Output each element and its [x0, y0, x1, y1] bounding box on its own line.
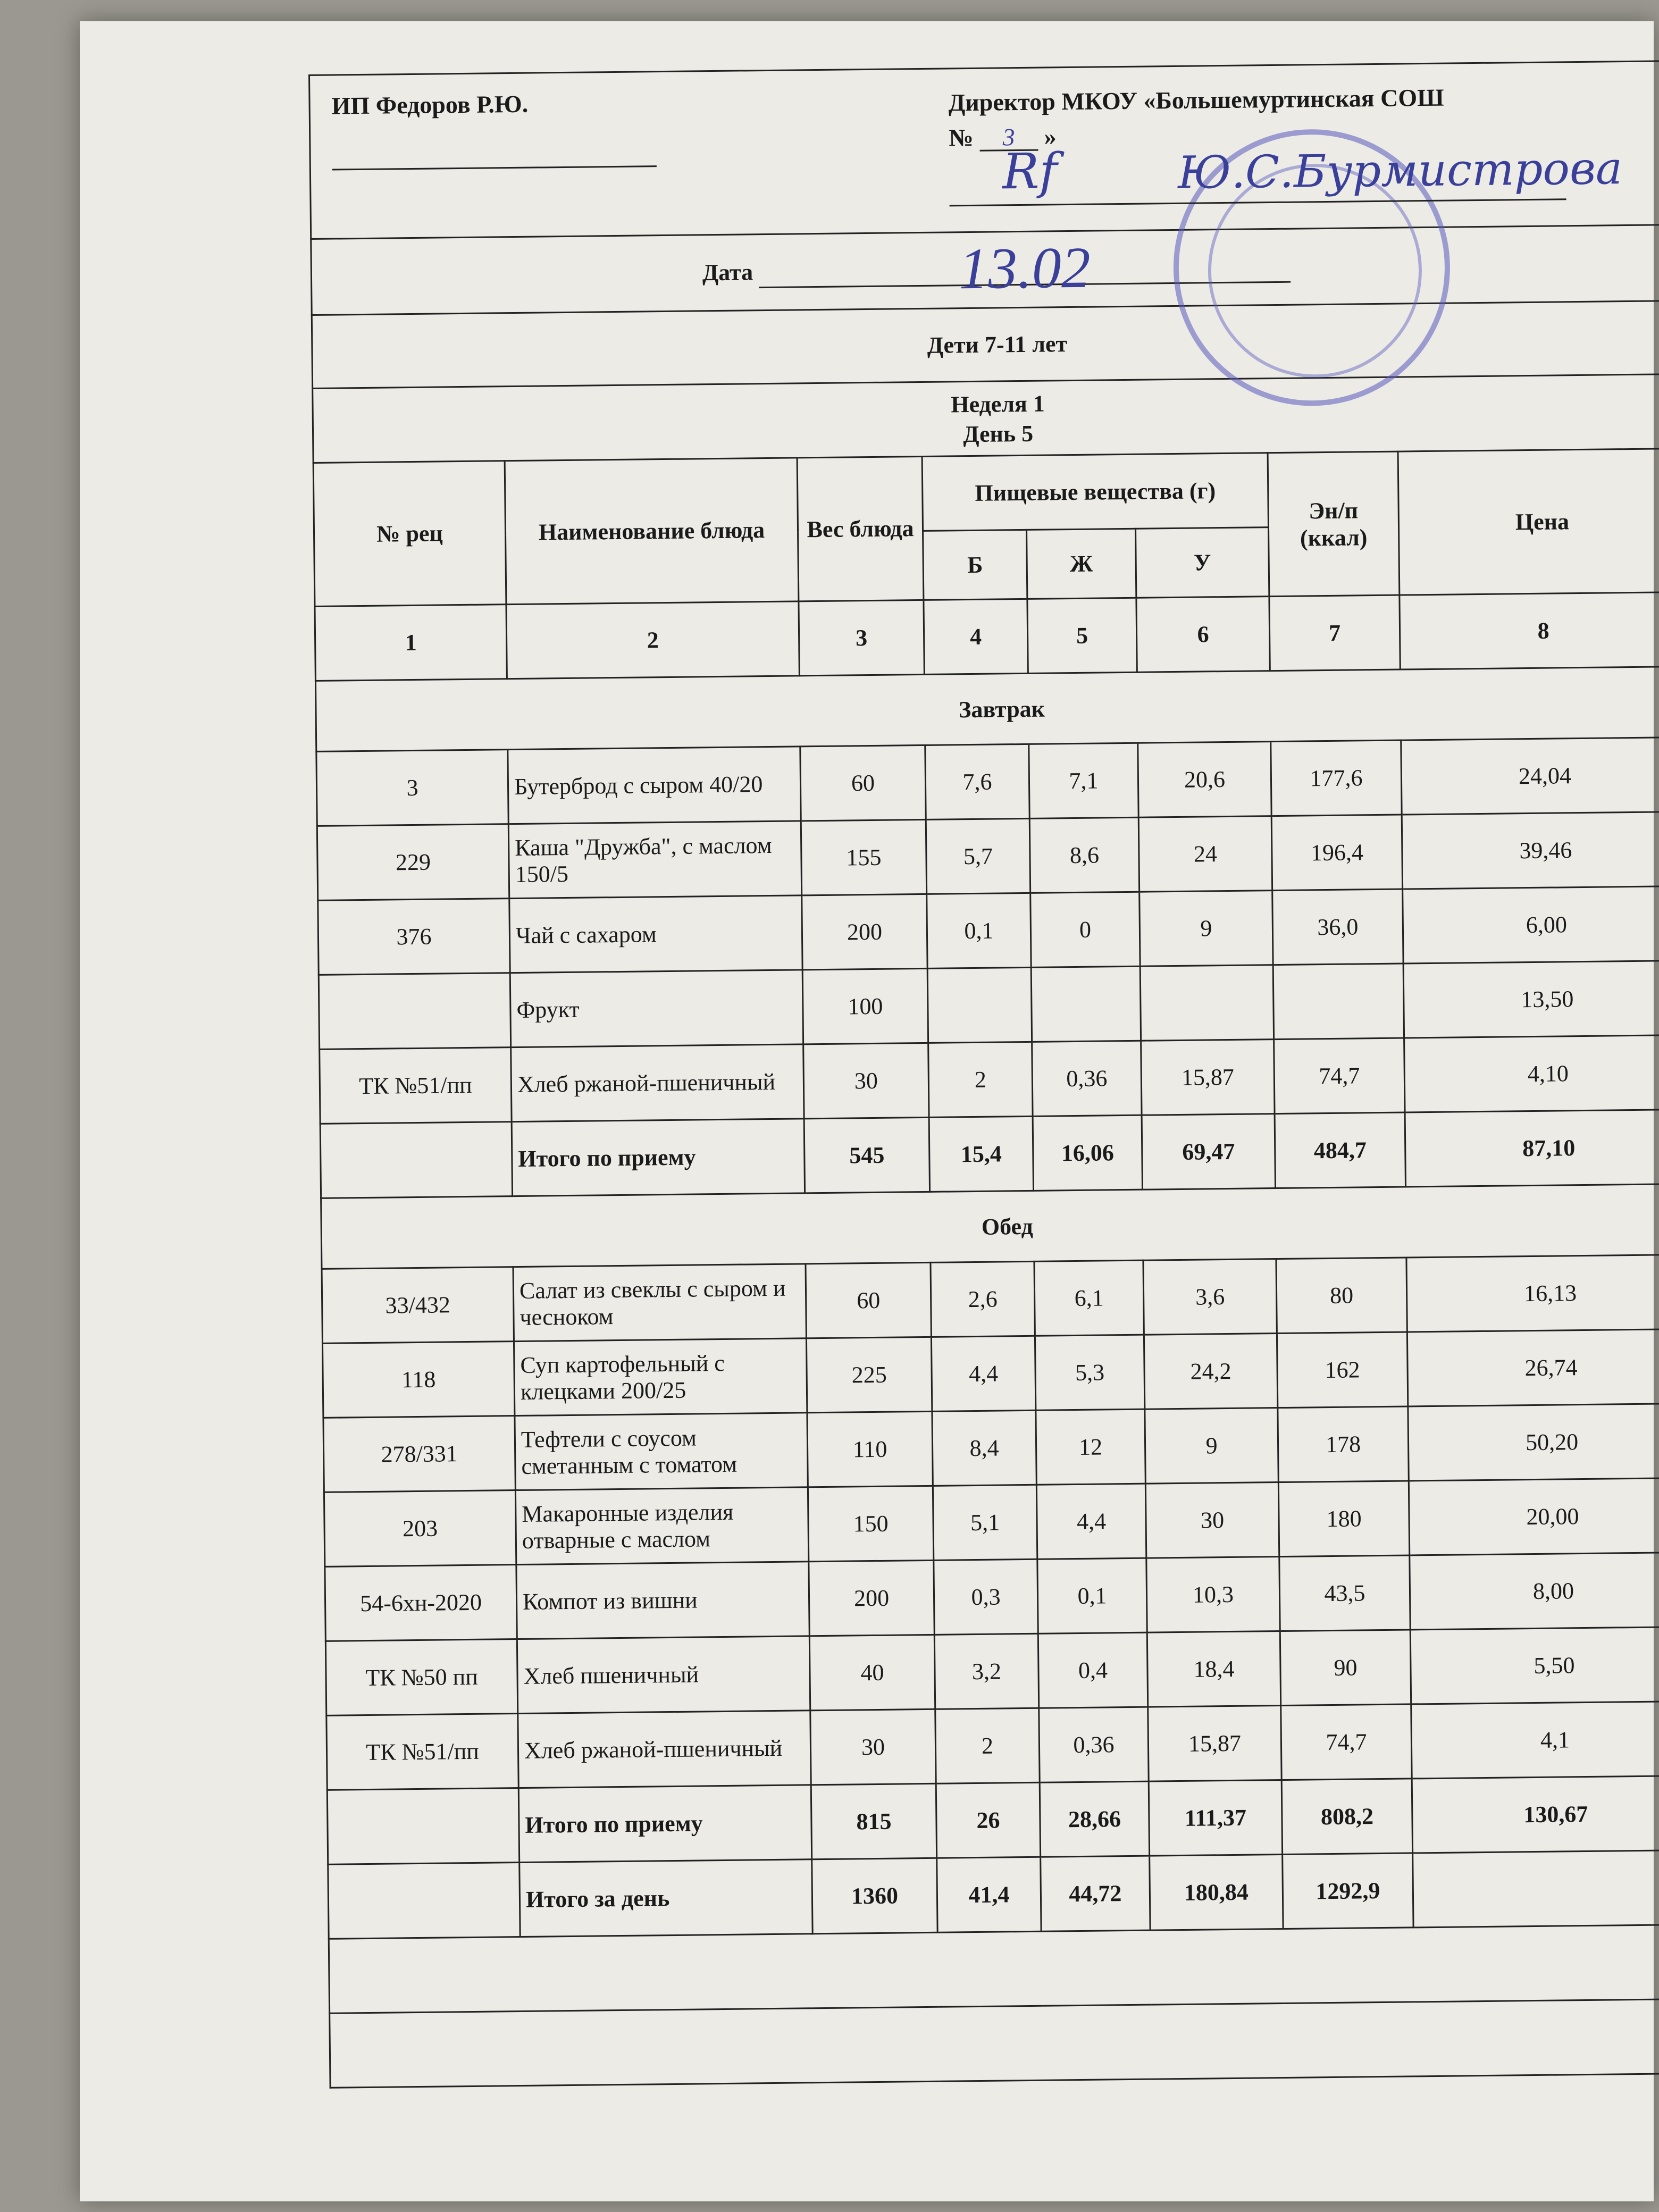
table-row	[324, 1478, 1659, 1566]
cell-energy: 180	[1278, 1481, 1409, 1557]
cell-rec: ТК №50 пп	[325, 1639, 517, 1716]
cell-name: Суп картофельный с клецками 200/25	[514, 1338, 807, 1416]
section-lunch: Обед	[321, 1184, 1659, 1269]
cell-rec: ТК №51/пп	[320, 1048, 512, 1124]
cell-energy: 177,6	[1271, 740, 1402, 816]
age-group: Дети 7-11 лет	[311, 300, 1659, 388]
cell-energy: 74,7	[1281, 1704, 1412, 1780]
col-number: 6	[1136, 597, 1270, 673]
breakfast-rows	[316, 737, 1659, 1124]
total-price: 130,67	[1412, 1775, 1659, 1853]
col-nutrients: Пищевые вещества (г)	[922, 453, 1268, 531]
cell-energy: 162	[1277, 1332, 1407, 1408]
lunch-total-row	[327, 1775, 1659, 1864]
cell-rec	[319, 973, 510, 1050]
cell-weight: 40	[809, 1635, 935, 1710]
day-total-b: 41,4	[937, 1857, 1041, 1932]
cell-weight: 30	[803, 1043, 929, 1118]
cell-energy: 74,7	[1274, 1038, 1405, 1114]
table-row	[323, 1403, 1659, 1492]
cell-price: 13,50	[1403, 960, 1659, 1038]
col-number: 7	[1269, 595, 1400, 671]
cell-rec: 203	[324, 1490, 516, 1567]
cell-zh: 8,6	[1029, 817, 1139, 893]
date-row	[310, 224, 1659, 314]
cell-zh	[1031, 966, 1141, 1042]
cell-b: 8,4	[932, 1410, 1036, 1486]
cell-price: 4,1	[1411, 1701, 1659, 1779]
cell-name: Бутерброд с сыром 40/20	[508, 747, 801, 824]
day-total-row	[328, 1850, 1659, 1939]
cell-rec: 278/331	[323, 1416, 515, 1493]
cell-weight: 200	[809, 1560, 934, 1636]
table-row	[322, 1254, 1659, 1343]
total-weight: 815	[811, 1783, 936, 1859]
cell-price: 20,00	[1409, 1478, 1659, 1555]
supplier-signature-line	[332, 165, 657, 170]
cell-b: 2,6	[931, 1261, 1035, 1337]
table-row	[319, 960, 1659, 1049]
supplier-title: ИП Федоров Р.Ю.	[331, 90, 529, 120]
day-total-price	[1413, 1850, 1659, 1928]
cell-weight: 100	[802, 968, 928, 1044]
col-number: 4	[924, 599, 1028, 674]
approver-number-suffix: »	[1044, 123, 1057, 150]
cell-u: 24	[1138, 816, 1272, 892]
col-number: 5	[1027, 598, 1137, 673]
table-row	[316, 737, 1659, 826]
cell-rec: 229	[317, 824, 509, 901]
cell-price: 26,74	[1407, 1329, 1659, 1406]
cell-energy: 36,0	[1272, 889, 1403, 965]
col-weight: Вес блюда	[797, 456, 924, 601]
menu-document	[308, 60, 1659, 2089]
table-row	[317, 811, 1659, 900]
cell-weight: 60	[806, 1262, 931, 1338]
cell-energy: 43,5	[1279, 1555, 1410, 1631]
cell-b	[927, 967, 1032, 1043]
cell-rec: 3	[316, 750, 508, 826]
menu-table	[313, 448, 1659, 2089]
cell-energy: 178	[1278, 1406, 1409, 1482]
cell-price: 4,10	[1404, 1035, 1659, 1112]
cell-weight: 200	[802, 894, 927, 969]
cell-weight: 30	[810, 1709, 936, 1784]
table-row	[325, 1552, 1659, 1641]
total-zh: 16,06	[1033, 1115, 1142, 1191]
col-number: 1	[315, 605, 507, 681]
day-total-label: Итого за день	[520, 1859, 812, 1937]
cell-weight: 110	[807, 1411, 933, 1487]
cell-b: 4,4	[931, 1336, 1035, 1411]
cell-b: 5,1	[933, 1485, 1037, 1560]
cell-rec: 118	[322, 1342, 514, 1418]
col-b: Б	[923, 530, 1027, 600]
table-row	[325, 1627, 1659, 1715]
handwritten-signature-name: Ю.С.Бурмистрова	[1177, 142, 1623, 199]
cell-zh: 5,3	[1035, 1335, 1144, 1410]
header-block	[308, 60, 1659, 238]
cell-u: 30	[1145, 1482, 1279, 1559]
cell-u: 9	[1145, 1408, 1278, 1484]
cell-weight: 60	[800, 745, 926, 820]
cell-b: 7,6	[925, 744, 1029, 819]
cell-b: 0,3	[934, 1559, 1038, 1635]
cell-weight: 150	[808, 1486, 933, 1561]
cell-zh: 0,1	[1037, 1558, 1147, 1633]
cell-b: 2	[928, 1042, 1033, 1117]
date-value: 13.02	[759, 255, 1291, 288]
cell-b: 3,2	[934, 1633, 1038, 1709]
cell-weight: 225	[806, 1337, 932, 1412]
total-zh: 28,66	[1040, 1781, 1149, 1857]
col-rec: № рец	[313, 461, 506, 607]
table-row	[320, 1035, 1659, 1124]
cell-zh: 0,36	[1032, 1041, 1142, 1116]
table-row	[318, 886, 1659, 975]
cell-u	[1140, 965, 1273, 1041]
approver-title-line1: Директор МКОУ «Большемуртинская СОШ	[948, 83, 1444, 116]
paper-sheet	[80, 21, 1654, 2201]
cell-price: 16,13	[1406, 1254, 1659, 1332]
cell-b: 0,1	[927, 893, 1031, 968]
cell-b: 5,7	[926, 818, 1030, 894]
cell-rec: 376	[318, 899, 510, 975]
blank-row	[330, 1999, 1659, 2088]
cell-u: 15,87	[1148, 1706, 1281, 1782]
cell-price: 24,04	[1401, 737, 1659, 815]
cell-zh: 0,36	[1039, 1707, 1149, 1782]
total-energy: 808,2	[1281, 1779, 1412, 1855]
cell-name: Макаронные изделия отварные с маслом	[515, 1487, 808, 1565]
cell-u: 24,2	[1144, 1334, 1277, 1410]
table-row	[326, 1701, 1659, 1790]
total-energy: 484,7	[1275, 1112, 1405, 1188]
day-label: День 5	[962, 420, 1034, 448]
col-zh: Ж	[1027, 529, 1136, 599]
col-price: Цена	[1398, 448, 1659, 595]
total-b: 15,4	[929, 1116, 1033, 1192]
column-numbers-row	[315, 592, 1659, 681]
col-energy: Эн/п (ккал)	[1268, 451, 1400, 597]
cell-energy: 196,4	[1271, 815, 1402, 891]
total-u: 69,47	[1142, 1114, 1275, 1190]
cell-price: 5,50	[1410, 1627, 1659, 1704]
approver-number-prefix: №	[949, 123, 974, 152]
cell-zh: 7,1	[1029, 743, 1138, 818]
cell-energy: 80	[1276, 1258, 1407, 1334]
cell-u: 3,6	[1143, 1259, 1277, 1335]
blank-row	[329, 1924, 1659, 2013]
cell-rec: ТК №51/пп	[326, 1714, 518, 1790]
approver-school-number: 3	[979, 125, 1038, 152]
cell-weight: 155	[801, 819, 926, 895]
cell-rec: 54-6хн-2020	[325, 1565, 517, 1641]
cell-name: Хлеб пшеничный	[517, 1636, 810, 1714]
week-label: Неделя 1	[951, 390, 1045, 418]
total-weight: 545	[804, 1117, 929, 1193]
table-row	[322, 1329, 1659, 1418]
total-price: 87,10	[1405, 1109, 1659, 1187]
cell-energy: 90	[1280, 1630, 1411, 1706]
col-number: 3	[799, 600, 924, 675]
cell-price: 39,46	[1402, 811, 1659, 889]
col-number: 8	[1400, 592, 1659, 669]
section-breakfast: Завтрак	[315, 666, 1659, 751]
cell-name: Тефтели с соусом сметанным с томатом	[515, 1413, 808, 1490]
day-total-energy: 1292,9	[1283, 1853, 1413, 1929]
total-label: Итого по приему	[512, 1119, 805, 1196]
total-u: 111,37	[1149, 1780, 1282, 1856]
col-name: Наименование блюда	[505, 458, 799, 605]
breakfast-total-row	[320, 1109, 1659, 1198]
cell-b: 2	[935, 1708, 1040, 1783]
cell-u: 10,3	[1146, 1557, 1280, 1633]
cell-u: 9	[1139, 891, 1273, 967]
cell-name: Каша "Дружба", с маслом 150/5	[508, 821, 801, 899]
cell-price: 50,20	[1408, 1403, 1659, 1481]
cell-u: 15,87	[1141, 1040, 1275, 1116]
lunch-rows	[322, 1254, 1659, 1790]
cell-rec: 33/432	[322, 1267, 514, 1344]
handwritten-signature: Rf	[1002, 143, 1058, 200]
cell-price: 8,00	[1410, 1552, 1659, 1630]
date-label: Дата	[702, 259, 753, 286]
col-u: У	[1136, 527, 1269, 598]
day-total-weight: 1360	[812, 1858, 937, 1933]
cell-u: 20,6	[1138, 742, 1271, 818]
cell-zh: 4,4	[1036, 1484, 1146, 1559]
cell-zh: 0,4	[1038, 1632, 1147, 1708]
cell-name: Салат из свеклы с сыром и чесноком	[513, 1264, 806, 1342]
cell-energy	[1273, 963, 1404, 1040]
cell-name: Хлеб ржаной-пшеничный	[518, 1711, 811, 1788]
cell-price: 6,00	[1403, 886, 1659, 963]
total-label: Итого по приему	[518, 1785, 811, 1863]
cell-u: 18,4	[1147, 1631, 1280, 1707]
cell-name: Чай с сахаром	[509, 895, 802, 973]
total-b: 26	[936, 1782, 1040, 1858]
week-day-block	[312, 373, 1659, 462]
day-total-u: 180,84	[1150, 1855, 1283, 1931]
cell-name: Хлеб ржаной-пшеничный	[511, 1044, 804, 1122]
day-total-zh: 44,72	[1041, 1856, 1150, 1931]
cell-name: Фрукт	[510, 970, 803, 1048]
cell-zh: 0	[1030, 892, 1140, 967]
col-number: 2	[506, 601, 799, 679]
cell-zh: 6,1	[1034, 1260, 1144, 1336]
cell-name: Компот из вишни	[516, 1562, 809, 1639]
cell-zh: 12	[1036, 1409, 1145, 1485]
